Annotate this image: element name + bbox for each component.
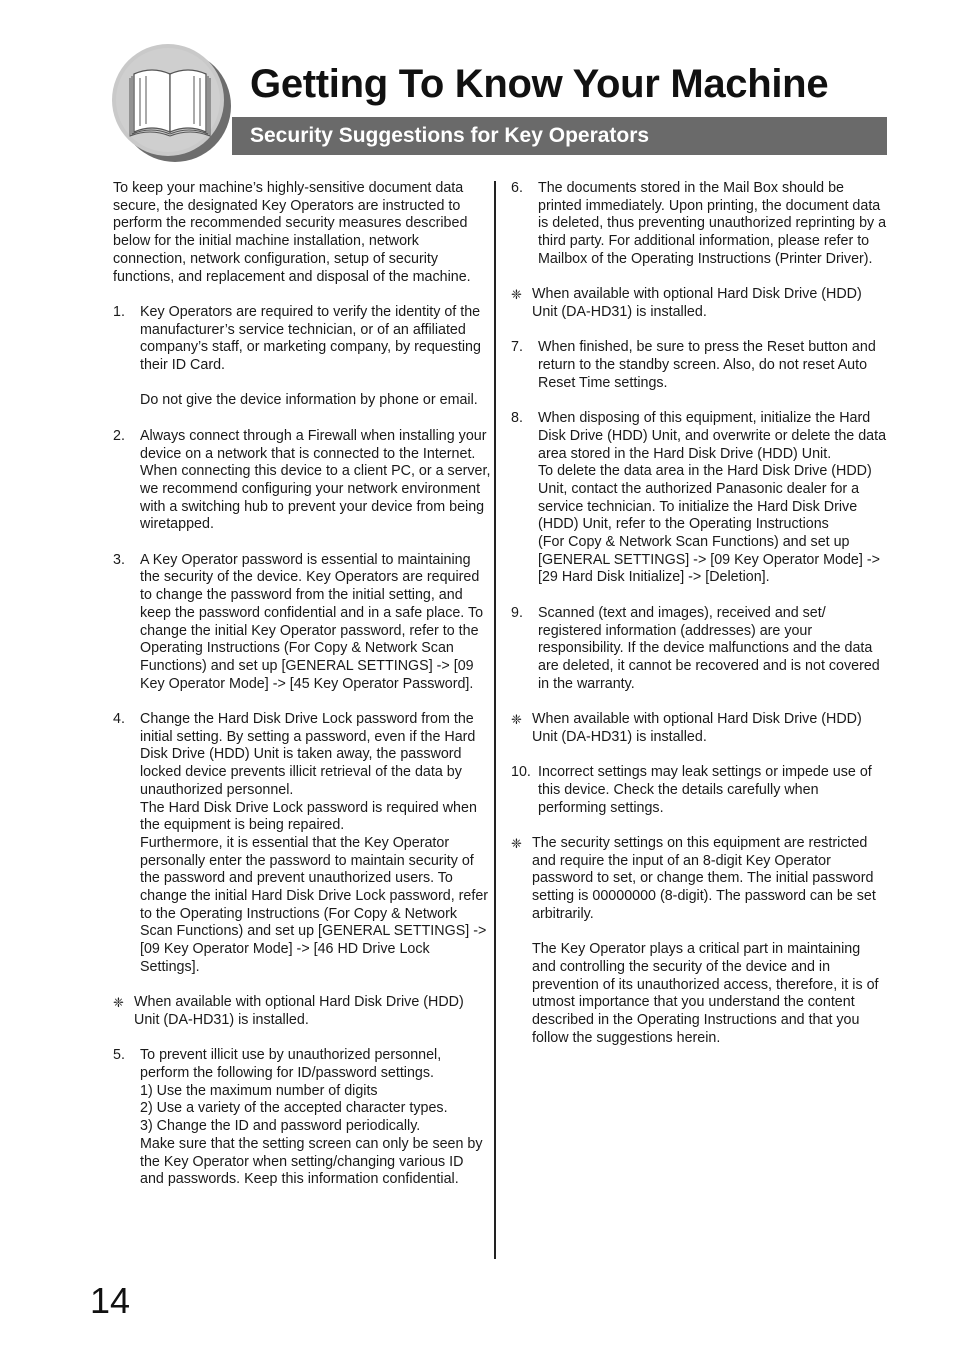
item-text: Key Operators are required to verify the identity of the manufacturer’s service technician, or of an affiliated company’s staff, or marketing company, by requesting their ID Card. — [140, 303, 481, 374]
item-number: 2. — [113, 427, 125, 444]
item-number: 7. — [511, 339, 523, 356]
page-number: 14 — [90, 1280, 131, 1321]
hdd-note — [511, 286, 887, 321]
item-text: Furthermore, it is essential that the Key Operator personally enter the password to maintain security of the password and prevent unauthorized users. To change the initial Hard Disk Drive Lock password, refer to the Operating Instructions (For Copy & Network Scan Functions) and set up [GENERAL SETTINGS] -> [09 Key Operator Mode] -> [46 HD Drive Lock Settings]. — [140, 834, 489, 975]
note-text: When available with optional Hard Disk Drive (HDD) Unit (DA-HD31) is installed. — [532, 711, 862, 745]
note-text: The Key Operator plays a critical part in maintaining and controlling the security of the device and in prevention of its unauthorized access, therefore, it is of utmost importance that you understand the content described in the Operating Instructions and that you follow the suggestions herein. — [532, 941, 879, 1046]
list-item-2 — [113, 428, 491, 534]
item-number: 10. — [511, 764, 531, 781]
item-text: The Hard Disk Drive Lock password is required when the equipment is being repaired. — [140, 799, 477, 834]
item-text: A Key Operator password is essential to maintaining the security of the device. Key Operators are required to change the password from the initial setting, and keep the password confidential and in a safe place. To change the initial Key Operator password, refer to the Operating Instructions (For Copy & Network Scan Functions) and set up [GENERAL SETTINGS] -> [09 Key Operator Mode] -> [45 Key Operator Password]. — [140, 551, 484, 692]
hdd-note — [511, 711, 887, 746]
item-number: 9. — [511, 604, 523, 621]
list-item-7 — [511, 339, 887, 392]
section-title: Security Suggestions for Key Operators — [250, 124, 650, 147]
item-text: To prevent illicit use by unauthorized personnel, perform the following for ID/password settings. — [140, 1047, 442, 1082]
right-column — [511, 180, 887, 1065]
item-text: Change the Hard Disk Drive Lock password from the initial setting. By setting a password, even if the Hard Disk Drive (HDD) Unit is taken away, the password locked device prevents illicit retrieval of the data by unauthorized personnel. — [140, 711, 476, 798]
item-text: Incorrect settings may leak settings or impede use of this device. Check the details carefully when performing settings. — [538, 764, 872, 816]
list-item-1 — [113, 304, 491, 410]
note-text: When available with optional Hard Disk Drive (HDD) Unit (DA-HD31) is installed. — [532, 286, 862, 320]
list-item-4 — [113, 711, 491, 977]
item-text: When finished, be sure to press the Reset button and return to the standby screen. Also, do not reset Auto Reset Time settings. — [538, 339, 876, 391]
item-text: Scanned (text and images), received and set/ registered information (addresses) are your responsibility. If the device malfunctions and the data are deleted, it cannot be recovered and is not covered in the warranty. — [538, 604, 880, 692]
item-number: 5. — [113, 1047, 125, 1064]
page-title: Getting To Know Your Machine — [250, 62, 829, 106]
item-text: Make sure that the setting screen can only be seen by the Key Operator when setting/changing various ID and passwords. Keep this information confidential. — [140, 1135, 483, 1188]
list-item-9 — [511, 605, 887, 694]
intro-paragraph: To keep your machine’s highly-sensitive document data secure, the designated Key Operators are instructed to perform the recommended security measures described below for the initial machine installation, network connection, network configuration, setup of security functions, and replacement and disposal of the machine. — [113, 180, 471, 285]
note-mark-icon: ❈ — [511, 835, 522, 851]
hdd-note — [113, 994, 491, 1029]
item-number: 1. — [113, 303, 125, 320]
list-item-8 — [511, 410, 887, 587]
item-text: Always connect through a Firewall when installing your device on a network that is connected to the Internet. When connecting this device to a client PC, or a server, we recommend configuring your network environment with a switching hub to prevent your device from being wiretapped. — [140, 427, 491, 533]
column-divider — [494, 181, 496, 1259]
item-text: The documents stored in the Mail Box should be printed immediately. Upon printing, the document data is deleted, thus preventing unauthorized reprinting by a third party. For additional information, please refer to Mailbox of the Operating Instructions (Printer Driver). — [538, 180, 887, 267]
item-number: 4. — [113, 711, 125, 728]
item-subpoint: 2) Use a variety of the accepted character types. — [140, 1100, 448, 1117]
note-mark-icon: ❈ — [511, 712, 522, 728]
note-mark-icon: ❈ — [113, 995, 124, 1011]
note-text: When available with optional Hard Disk Drive (HDD) Unit (DA-HD31) is installed. — [134, 994, 464, 1028]
security-note — [511, 835, 887, 1047]
note-mark-icon: ❈ — [511, 287, 522, 303]
left-column — [113, 180, 491, 1207]
note-text: The security settings on this equipment are restricted and require the input of an 8-digit Key Operator password to set, or change them. The initial password setting is 00000000 (8-digit). The password can be set arbitrarily. — [532, 834, 876, 922]
list-item-10 — [511, 764, 887, 817]
item-text: When disposing of this equipment, initialize the Hard Disk Drive (HDD) Unit, and overwrite or delete the data area stored in the Hard Disk Drive (HDD) Unit. — [538, 410, 887, 462]
list-item-5 — [113, 1047, 491, 1189]
item-text: Do not give the device information by phone or email. — [140, 392, 478, 409]
open-book-icon — [112, 44, 232, 162]
item-number: 6. — [511, 180, 523, 196]
list-item-3 — [113, 552, 491, 694]
item-number: 3. — [113, 551, 125, 568]
item-subpoint: 3) Change the ID and password periodically. — [140, 1118, 421, 1135]
item-number: 8. — [511, 410, 523, 427]
item-text: (For Copy & Network Scan Functions) and set up [GENERAL SETTINGS] -> [09 Key Operator Mode] -> [29 Hard Disk Initialize] -> [Deletion]. — [538, 534, 880, 586]
item-subpoint: 1) Use the maximum number of digits — [140, 1082, 378, 1099]
item-text: To delete the data area in the Hard Disk Drive (HDD) Unit, contact the authorized Panasonic dealer for a service technician. To initialize the Hard Disk Drive (HDD) Unit, refer to the Operating Instructions — [538, 463, 872, 533]
list-item-6 — [511, 180, 887, 269]
